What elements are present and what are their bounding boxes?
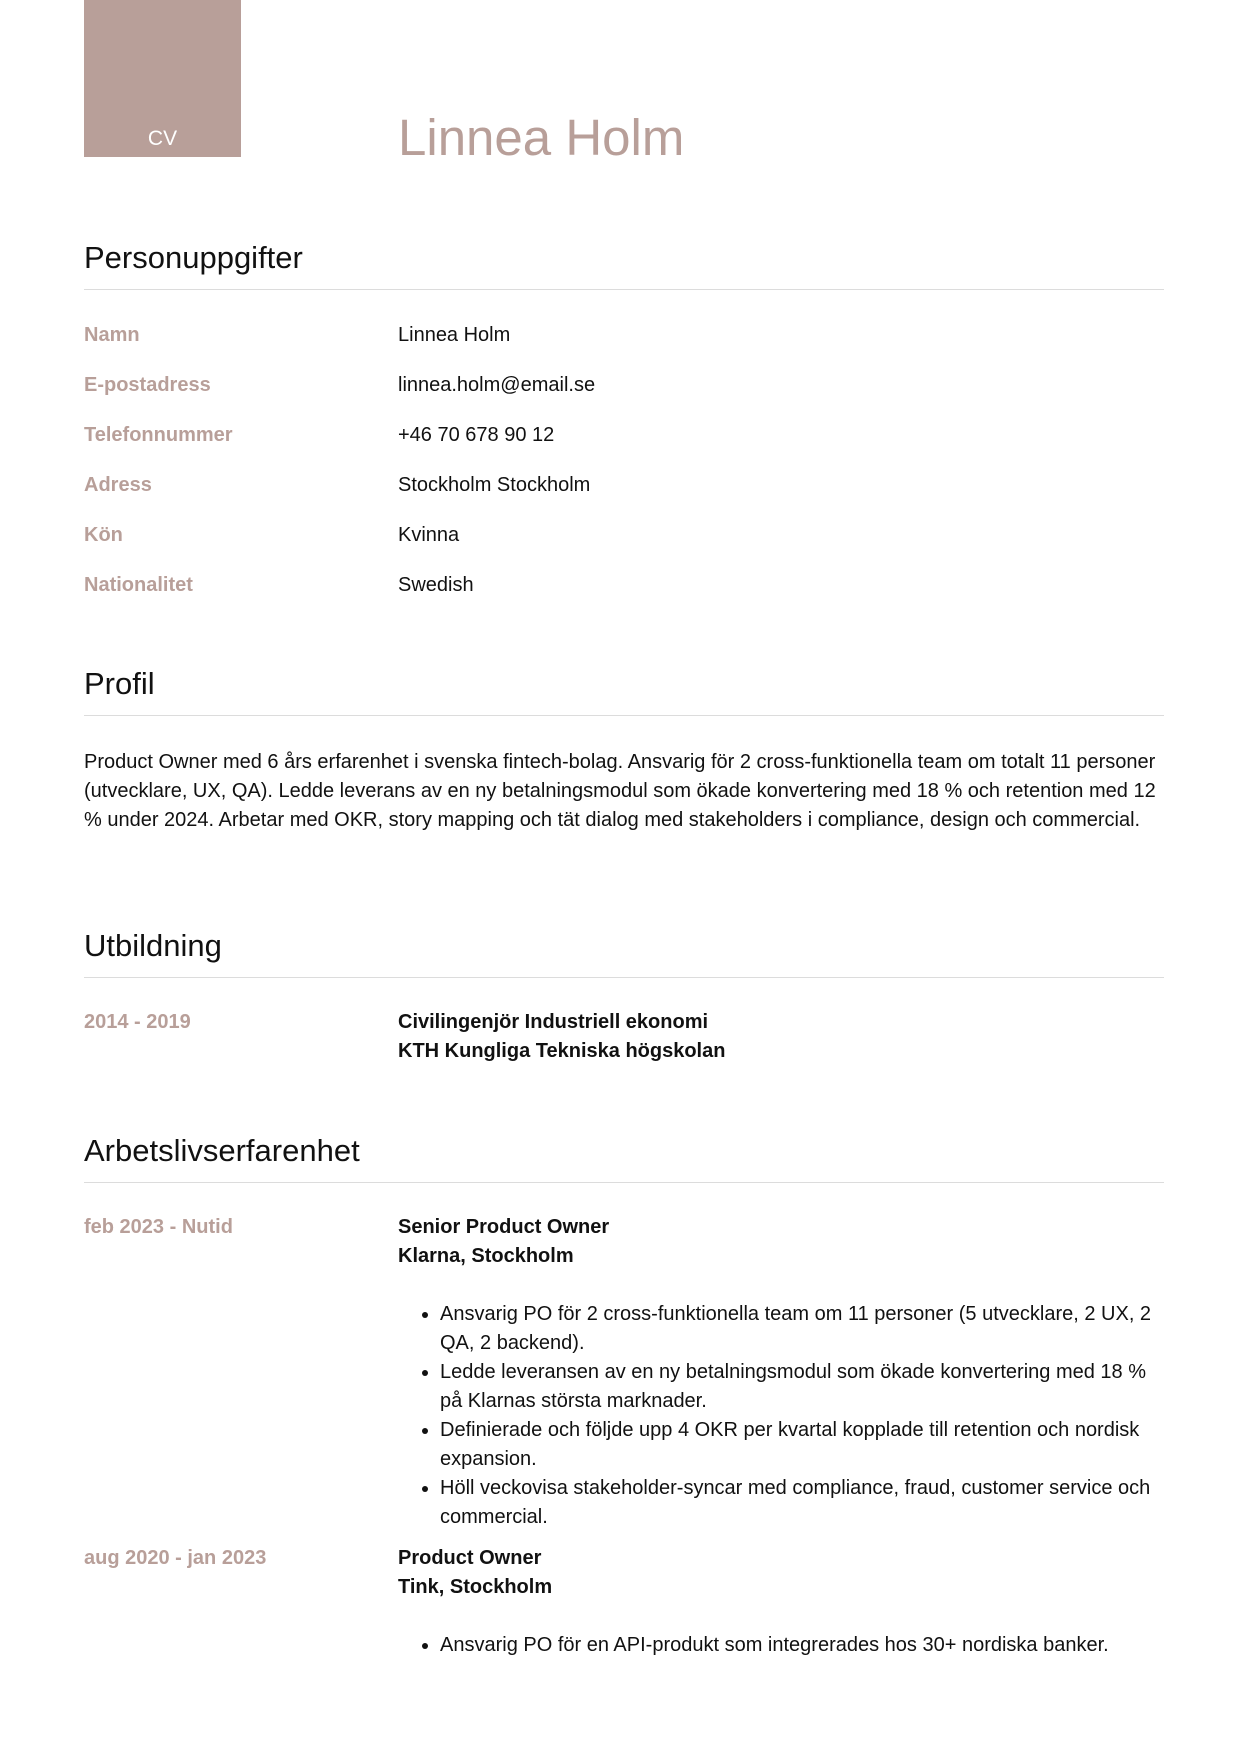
profile-heading: Profil <box>84 666 1164 716</box>
experience-entry <box>84 1544 1164 1660</box>
personal-label: E-postadress <box>84 374 211 396</box>
education-section <box>84 928 1164 1066</box>
experience-date: feb 2023 - Nutid <box>84 1216 233 1238</box>
personal-rows <box>84 324 1164 624</box>
experience-date: aug 2020 - jan 2023 <box>84 1547 267 1569</box>
personal-row-phone <box>84 424 1164 474</box>
list-item: • Definierade och följde upp 4 OKR per kvartal kopplade till retention och nordisk expansion. <box>440 1416 1164 1474</box>
personal-section <box>84 240 1164 624</box>
education-degree: Civilingenjör Industriell ekonomi <box>398 1011 709 1033</box>
experience-bullets <box>398 1631 1164 1660</box>
list-item: • Ledde leveransen av en ny betalningsmodul som ökade konvertering med 18 % på Klarnas största marknader. <box>440 1358 1164 1416</box>
cv-badge-label: CV <box>147 127 178 150</box>
education-date: 2014 - 2019 <box>84 1011 191 1033</box>
personal-value: linnea.holm@email.se <box>398 374 596 396</box>
experience-bullets <box>398 1300 1164 1532</box>
experience-section <box>84 1133 1164 1660</box>
education-school: KTH Kungliga Tekniska högskolan <box>398 1040 726 1062</box>
cv-badge <box>84 0 241 157</box>
personal-value: +46 70 678 90 12 <box>398 424 555 446</box>
personal-label: Adress <box>84 474 152 496</box>
personal-label: Kön <box>84 524 123 546</box>
personal-label: Telefonnummer <box>84 424 233 446</box>
experience-company: Tink, Stockholm <box>398 1576 553 1598</box>
page-title: Linnea Holm <box>398 109 685 166</box>
profile-text: Product Owner med 6 års erfarenhet i svenska fintech-bolag. Ansvarig för 2 cross-funktionella team om totalt 11 personer (utvecklare, UX, QA). Ledde leverans av en ny betalningsmodul som ökade konvertering med 18 % och retention med 12 % under 2024. Arbetar med OKR, story mapping och tät dialog med stakeholders i compliance, design och commercial. <box>84 751 1156 831</box>
experience-title: Product Owner <box>398 1547 542 1569</box>
personal-value: Linnea Holm <box>398 324 511 346</box>
personal-value: Kvinna <box>398 524 460 546</box>
personal-row-nationality <box>84 574 1164 624</box>
personal-value: Swedish <box>398 574 474 596</box>
experience-entry <box>84 1213 1164 1532</box>
personal-value: Stockholm Stockholm <box>398 474 591 496</box>
education-entry <box>84 1008 1164 1066</box>
experience-title: Senior Product Owner <box>398 1216 610 1238</box>
personal-row-gender <box>84 524 1164 574</box>
experience-company: Klarna, Stockholm <box>398 1245 574 1267</box>
list-item: • Ansvarig PO för en API-produkt som integrerades hos 30+ nordiska banker. <box>440 1631 1164 1660</box>
personal-row-name <box>84 324 1164 374</box>
personal-heading: Personuppgifter <box>84 240 1164 290</box>
education-heading: Utbildning <box>84 928 1164 978</box>
list-item: • Ansvarig PO för 2 cross-funktionella team om 11 personer (5 utvecklare, 2 UX, 2 QA, 2 backend). <box>440 1300 1164 1358</box>
personal-label: Namn <box>84 324 140 346</box>
experience-heading: Arbetslivserfarenhet <box>84 1133 1164 1183</box>
personal-row-address <box>84 474 1164 524</box>
personal-label: Nationalitet <box>84 574 193 596</box>
profile-section <box>84 666 1164 835</box>
list-item: • Höll veckovisa stakeholder-syncar med compliance, fraud, customer service och commercial. <box>440 1474 1164 1532</box>
personal-row-email <box>84 374 1164 424</box>
